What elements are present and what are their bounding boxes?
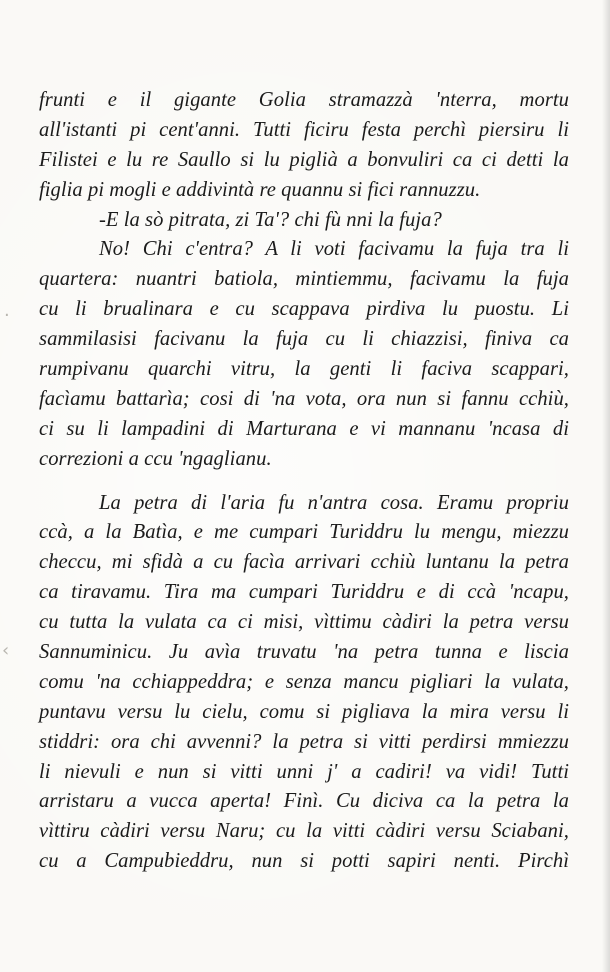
- text-line: cu li brualinara e cu scappava pirdiva lu puostu. Li: [39, 298, 569, 321]
- text-line: cu tutta la vulata ca ci misi, vìttimu càdiri la petra versu: [39, 611, 569, 634]
- text-line: puntavu versu lu cielu, comu si pigliava la mira versu li: [39, 700, 569, 723]
- margin-mark: ·: [4, 305, 10, 326]
- text-line: stiddri: ora chi avvenni? la petra si vitti perdirsi mmiezzu: [39, 730, 569, 753]
- body-text: [39, 86, 569, 877]
- text-line: vìttiru càdiri versu Naru; cu la vitti càdiri versu Sciabani,: [39, 820, 569, 843]
- text-line: Sannuminicu. Ju avìa truvatu 'na petra tunna e liscia: [39, 641, 569, 664]
- text-line: frunti e il gigante Golia stramazzà 'nterra, mortu: [39, 89, 569, 111]
- text-line: ccà, a la Batìa, e me cumpari Turiddru lu mengu, miezzu: [39, 521, 569, 544]
- text-line: facìamu battarìa; cosi di 'na vota, ora nun si fannu cchiù,: [39, 387, 569, 410]
- text-line: checcu, mi sfidà a cu facìa arrivari cchiù luntanu la petra: [39, 551, 569, 574]
- text-line: correzioni a ccu 'ngaglianu.: [39, 447, 272, 470]
- text-line: ca tiravamu. Tira ma cumpari Turiddru e di ccà 'ncapu,: [39, 581, 569, 604]
- text-line: No! Chi c'entra? A li voti facivamu la fuja tra li: [99, 238, 569, 261]
- text-line: sammilasisi facivanu la fuja cu li chiazzisi, finiva ca: [39, 328, 569, 351]
- text-line: li nievuli e nun si vitti unni j' a cadiri! va vidi! Tutti: [39, 760, 569, 783]
- text-line: cu a Campubieddru, nun si potti sapiri nenti. Pirchì: [39, 850, 569, 873]
- page-edge-shadow: [602, 0, 610, 972]
- margin-mark: ‹: [2, 640, 10, 661]
- text-line: rumpivanu quarchi vitru, la genti li faciva scappari,: [39, 358, 569, 381]
- text-line: comu 'na cchiappeddra; e senza mancu pigliari la vulata,: [39, 670, 569, 693]
- text-line: La petra di l'aria fu n'antra cosa. Eramu propriu: [99, 491, 569, 514]
- text-line: figlia pi mogli e addivintà re quannu si fici rannuzzu.: [39, 178, 481, 201]
- text-line: ci su li lampadini di Marturana e vi mannanu 'ncasa di: [39, 417, 569, 440]
- text-line: all'istanti pi cent'anni. Tutti ficiru festa perchì piersiru li: [39, 118, 569, 141]
- text-line: Filistei e lu re Saullo si lu piglià a bonvuliri ca ci detti la: [39, 148, 569, 171]
- dialogue-line: -E la sò pitrata, zi Ta'? chi fù nni la fuja?: [99, 208, 442, 231]
- text-line: quartera: nuantri batiola, mintiemmu, facivamu la fuja: [39, 268, 569, 291]
- text-line: arristaru a vucca aperta! Finì. Cu diciva ca la petra la: [39, 790, 569, 813]
